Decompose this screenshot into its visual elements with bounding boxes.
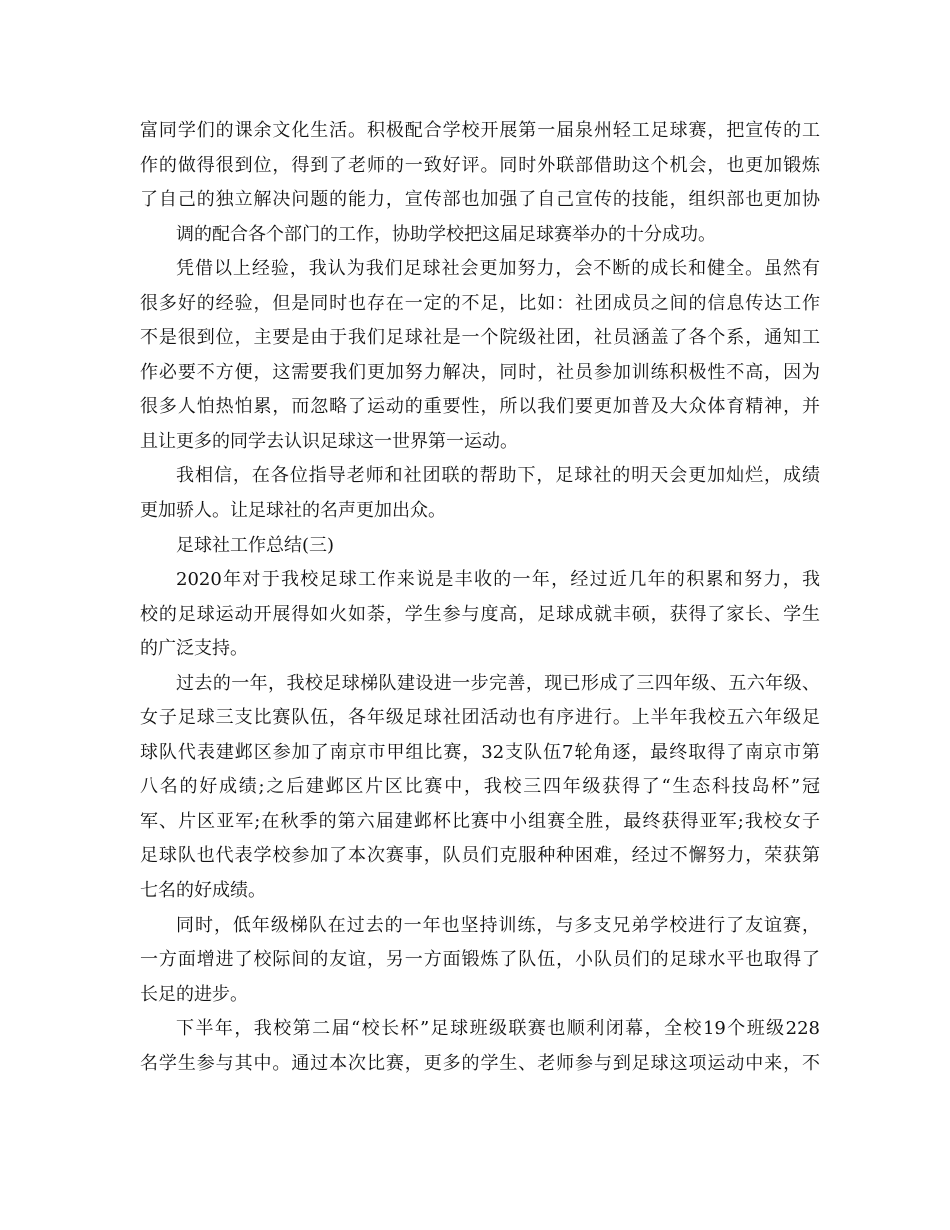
paragraph-start-line: 下半年，我校第二届“校长杯”足球班级联赛也顺利闭幕，全校19个班级228	[176, 1018, 820, 1040]
text-line: 作的做得很到位，得到了老师的一致好评。同时外联部借助这个机会，也更加锻炼	[140, 154, 820, 176]
text-line: 的广泛支持。	[140, 638, 248, 660]
text-line: 了自己的独立解决问题的能力，宣传部也加强了自己宣传的技能，组织部也更加协	[140, 189, 820, 211]
text-line: 调的配合各个部门的工作，协助学校把这届足球赛举办的十分成功。	[176, 223, 716, 245]
text-line: 女子足球三支比赛队伍，各年级足球社团活动也有序进行。上半年我校五六年级足	[140, 707, 820, 729]
text-line: 足球队也代表学校参加了本次赛事，队员们克服种种困难，经过不懈努力，荣获第	[140, 845, 820, 867]
text-line: 军、片区亚军;在秋季的第六届建邺杯比赛中小组赛全胜，最终获得亚军;我校女子	[140, 810, 820, 832]
text-line: 一方面增进了校际间的友谊，另一方面锻炼了队伍，小队员们的足球水平也取得了	[140, 949, 820, 971]
text-line: 名学生参与其中。通过本次比赛，更多的学生、老师参与到足球这项运动中来，不	[140, 1052, 820, 1074]
text-line: 长足的进步。	[140, 983, 248, 1005]
body-text	[140, 114, 820, 1081]
text-line: 球队代表建邺区参加了南京市甲组比赛，32支队伍7轮角逐，最终取得了南京市第	[140, 741, 820, 763]
text-line: 校的足球运动开展得如火如荼，学生参与度高，足球成就丰硕，获得了家长、学生	[140, 603, 820, 625]
paragraph-start-line: 2020年对于我校足球工作来说是丰收的一年，经过近几年的积累和努力，我	[176, 569, 820, 591]
text-line: 富同学们的课余文化生活。积极配合学校开展第一届泉州轻工足球赛，把宣传的工	[140, 120, 820, 141]
text-line: 更加骄人。让足球社的名声更加出众。	[140, 500, 446, 522]
text-line: 作必要不方便，这需要我们更加努力解决，同时，社员参加训练积极性不高，因为	[140, 361, 820, 383]
text-line: 且让更多的同学去认识足球这一世界第一运动。	[140, 430, 518, 452]
paragraph-start-line: 我相信，在各位指导老师和社团联的帮助下，足球社的明天会更加灿烂，成绩	[176, 465, 820, 487]
paragraph-start-line: 同时，低年级梯队在过去的一年也坚持训练，与多支兄弟学校进行了友谊赛，	[176, 914, 820, 936]
section-heading: 足球社工作总结(三)	[176, 534, 335, 556]
text-line: 七名的好成绩。	[140, 880, 266, 902]
text-line: 很多好的经验，但是同时也存在一定的不足，比如：社团成员之间的信息传达工作	[140, 292, 820, 314]
text-line: 很多人怕热怕累，而忽略了运动的重要性，所以我们要更加普及大众体育精神，并	[140, 396, 820, 418]
text-line: 不是很到位，主要是由于我们足球社是一个院级社团，社员涵盖了各个系，通知工	[140, 327, 820, 349]
paragraph-start-line: 过去的一年，我校足球梯队建设进一步完善，现已形成了三四年级、五六年级、	[176, 672, 820, 694]
paragraph-start-line: 凭借以上经验，我认为我们足球社会更加努力，会不断的成长和健全。虽然有	[176, 258, 820, 280]
text-line: 八名的好成绩;之后建邺区片区比赛中，我校三四年级获得了“生态科技岛杯”冠	[140, 776, 820, 798]
